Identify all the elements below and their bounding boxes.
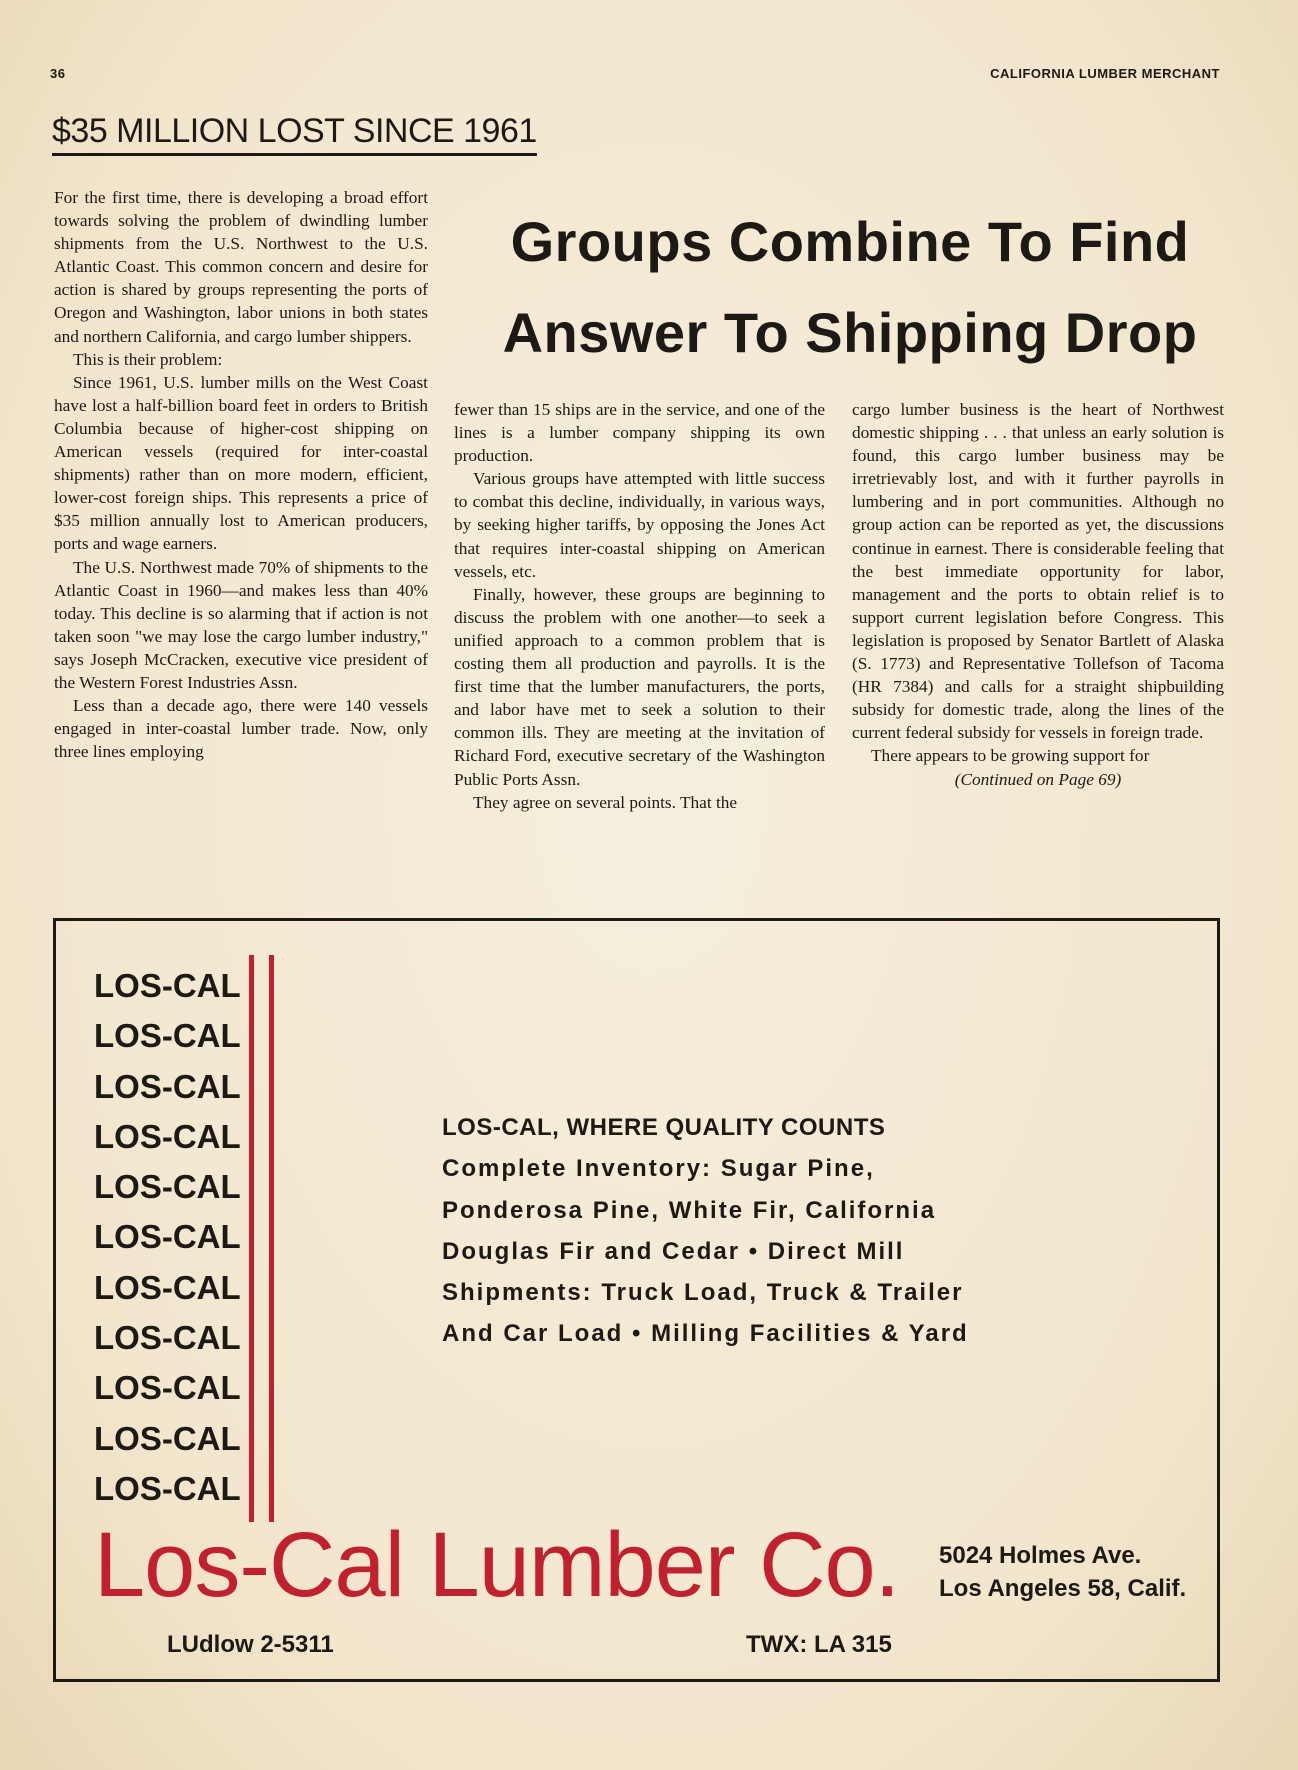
company-address bbox=[939, 1539, 1186, 1605]
paragraph: fewer than 15 ships are in the service, and one of the lines is a lumber company shipping its own production. bbox=[454, 400, 825, 466]
repeat-brand-text: LOS-CAL bbox=[94, 1319, 241, 1357]
address-line: Los Angeles 58, Calif. bbox=[939, 1575, 1187, 1602]
paragraph: Various groups have attempted with little success to combat this decline, individually, in various ways, by seeking higher tariffs, by opposing the Jones Act that requires inter-coastal shipping on American vessels, etc. bbox=[454, 469, 825, 581]
paragraph: The U.S. Northwest made 70% of shipments to the Atlantic Coast in 1960—and makes less than 40% today. This decline is so alarming that if action is not taken soon "we may lose the cargo lumber industry," says Joseph McCracken, executive vice president of the Western Forest Industries Assn. bbox=[54, 557, 428, 692]
paragraph: Since 1961, U.S. lumber mills on the West Coast have lost a half-billion board feet in orders to British Columbia because of higher-cost shipping on American vessels (required for inter-coastal shipments) rather than on more modern, efficient, lower-cost foreign ships. This represents a price of $35 million annually lost to American producers, ports and wage earners. bbox=[54, 372, 428, 554]
article-column-3 bbox=[852, 398, 1224, 791]
repeat-brand-text: LOS-CAL bbox=[94, 1017, 241, 1055]
headline: Groups Combine To Find Answer To Shipping Drop bbox=[502, 210, 1198, 364]
ad-copy-line: Ponderosa Pine, White Fir, California bbox=[442, 1196, 937, 1224]
section-title: $35 MILLION LOST SINCE 1961 bbox=[52, 112, 537, 156]
paragraph: cargo lumber business is the heart of Northwest domestic shipping . . . that unless an early solution is found, this cargo lumber business may be irretrievably lost, and with it further payrolls in lumbering and in port communities. Although no group action can be reported as yet, the discussions continue in earnest. There is considerable feeling that the best immediate opportunity for labor, management and the ports to obtain relief is to support current legislation before Congress. This legislation is proposed by Senator Bartlett of Alaska (S. 1773) and Representative Tollefson of Tacoma (HR 7384) and calls for a straight shipbuilding subsidy for domestic trade, along the lines of the current federal subsidy for vessels in foreign trade. bbox=[852, 400, 1224, 743]
repeat-brand-text: LOS-CAL bbox=[94, 1067, 241, 1105]
ad-copy bbox=[442, 1107, 969, 1355]
red-divider-bar bbox=[249, 955, 254, 1522]
red-divider-bar bbox=[269, 955, 274, 1522]
paragraph: Less than a decade ago, there were 140 vessels engaged in inter-coastal lumber trade. Now, only three lines employing bbox=[54, 696, 428, 762]
repeat-brand-text: LOS-CAL bbox=[94, 1369, 241, 1407]
continued-note: (Continued on Page 69) bbox=[954, 769, 1122, 789]
paragraph: They agree on several points. That the bbox=[473, 792, 738, 812]
paragraph: There appears to be growing support for bbox=[871, 746, 1150, 766]
advertisement bbox=[53, 918, 1220, 1682]
ad-copy-line: Complete Inventory: Sugar Pine, bbox=[442, 1155, 875, 1183]
repeat-brand-list bbox=[94, 961, 241, 1514]
repeat-brand-text: LOS-CAL bbox=[94, 1419, 241, 1457]
paragraph: Finally, however, these groups are beginning to discuss the problem with one another—to seek a unified approach to a common problem that is costing them all production and payrolls. It is the first time that the lumber manufacturers, the ports, and labor have met to seek a solution to their common ills. They are meeting at the invitation of Richard Ford, executive secretary of the Washington Public Ports Assn. bbox=[454, 584, 825, 789]
ad-copy-line: Douglas Fir and Cedar • Direct Mill bbox=[442, 1237, 905, 1265]
twx-number: TWX: LA 315 bbox=[746, 1631, 892, 1658]
article-column-1 bbox=[54, 186, 428, 763]
repeat-brand-text: LOS-CAL bbox=[94, 1469, 241, 1507]
phone-number: LUdlow 2-5311 bbox=[167, 1631, 334, 1658]
repeat-brand-text: LOS-CAL bbox=[94, 967, 241, 1004]
ad-copy-line: And Car Load • Milling Facilities & Yard bbox=[442, 1320, 969, 1348]
journal-title: CALIFORNIA LUMBER MERCHANT bbox=[990, 66, 1220, 81]
address-line: 5024 Holmes Ave. bbox=[939, 1542, 1142, 1569]
page-number: 36 bbox=[50, 66, 66, 81]
paragraph: For the first time, there is developing a broad effort towards solving the problem of dwindling lumber shipments from the U.S. Northwest to the U.S. Atlantic Coast. This common concern and desire for action is shared by groups representing the ports of Oregon and Washington, labor unions in both states and northern California, and cargo lumber shippers. bbox=[54, 188, 428, 346]
repeat-brand-text: LOS-CAL bbox=[94, 1168, 241, 1206]
repeat-brand-text: LOS-CAL bbox=[94, 1268, 241, 1306]
ad-copy-line: LOS-CAL, WHERE QUALITY COUNTS bbox=[442, 1114, 886, 1141]
paragraph: This is their problem: bbox=[73, 349, 223, 369]
repeat-brand-text: LOS-CAL bbox=[94, 1117, 241, 1155]
repeat-brand-text: LOS-CAL bbox=[94, 1218, 241, 1256]
ad-copy-line: Shipments: Truck Load, Truck & Trailer bbox=[442, 1279, 964, 1307]
article-column-2 bbox=[454, 398, 825, 814]
company-name: Los-Cal Lumber Co. bbox=[94, 1514, 900, 1616]
